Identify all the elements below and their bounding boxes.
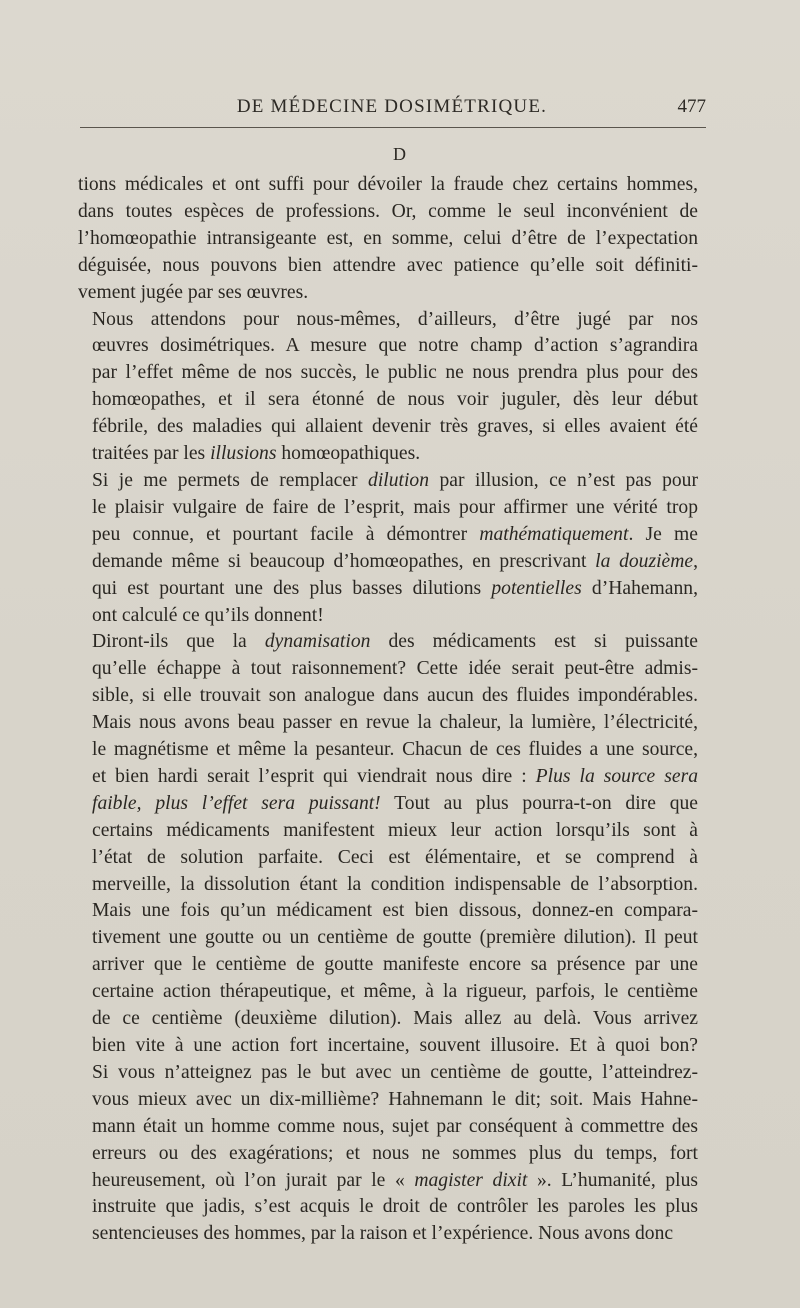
text-line: erreurs ou des exagérations; et nous ne sommes plus du temps, fort <box>92 1142 698 1164</box>
text-line: peu connue, et pourtant facile à démontrer mathématiquement. Je me <box>92 523 698 545</box>
text-line: de ce centième (deuxième dilution). Mais allez au delà. Vous arrivez <box>92 1008 698 1030</box>
text-line: bien vite à une action fort incertaine, souvent illusoire. Et à quoi bon? <box>92 1035 698 1056</box>
text-line: heureusement, où l’on jurait par le « magister dixit ». L’humanité, plus <box>92 1169 698 1191</box>
text-line: traitées par les illusions homœopathiques. <box>92 443 421 465</box>
text-line: Diront-ils que la dynamisation des médicaments est si puissante <box>92 631 698 653</box>
text-line: sible, si elle trouvait son analogue dans aucun des fluides impondérables. <box>92 685 698 707</box>
text-line: fébrile, des maladies qui allaient devenir très graves, si elles avaient été <box>92 416 698 438</box>
body-text <box>78 172 698 1248</box>
text-line: Nous attendons pour nous-mêmes, d’ailleurs, d’être jugé par nos <box>92 308 698 330</box>
text-line: tivement une goutte ou un centième de goutte (première dilution). Il peut <box>92 927 698 949</box>
text-line: certaine action thérapeutique, et même, à la rigueur, parfois, le centième <box>92 981 698 1003</box>
text-line: l’état de solution parfaite. Ceci est élémentaire, et se comprend à <box>92 846 698 868</box>
text-line: faible, plus l’effet sera puissant! Tout au plus pourra-t-on dire que <box>92 792 698 814</box>
text-line: certains médicaments manifestent mieux leur action lorsqu’ils sont à <box>92 819 698 841</box>
text-line: demande même si beaucoup d’homœopathes, en prescrivant la douzième, <box>92 550 698 572</box>
page-header <box>78 96 706 126</box>
text-line: l’homœopathie intransigeante est, en somme, celui d’être de l’expectation <box>78 227 698 249</box>
text-line: qu’elle échappe à tout raisonnement? Cette idée serait peut-être admis- <box>92 658 698 680</box>
italic-phrase: dynamisation <box>264 631 371 653</box>
paragraph <box>78 629 698 1248</box>
text-line: Si je me permets de remplacer dilution par illusion, ce n’est pas pour <box>92 469 698 491</box>
italic-phrase: Plus la source sera <box>535 765 698 787</box>
text-line: tions médicales et ont suffi pour dévoiler la fraude chez certains hommes, <box>78 174 698 195</box>
text-line: homœopathes, et il sera étonné de nous voir juguler, dès leur début <box>92 389 698 411</box>
text-line: et bien hardi serait l’esprit qui viendrait nous dire : Plus la source sera <box>92 765 698 787</box>
paragraph <box>78 307 698 468</box>
page-number: 477 <box>677 96 706 117</box>
paragraph <box>78 468 698 629</box>
italic-phrase: magister dixit <box>414 1169 528 1191</box>
text-line: qui est pourtant une des plus basses dilutions potentielles d’Hahemann, <box>92 577 698 599</box>
italic-phrase: illusions <box>210 443 277 465</box>
paragraph <box>78 172 698 307</box>
text-line: le plaisir vulgaire de faire de l’esprit, mais pour affirmer une vérité trop <box>92 496 698 518</box>
text-line: œuvres dosimétriques. A mesure que notre champ d’action s’agrandira <box>92 335 698 357</box>
italic-phrase: potentielles <box>491 577 582 599</box>
text-line: ont calculé ce qu’ils donnent! <box>92 604 324 626</box>
text-line: Si vous n’atteignez pas le but avec un centième de goutte, l’atteindrez- <box>92 1061 698 1083</box>
running-head: DE MÉDECINE DOSIMÉTRIQUE. <box>236 96 548 117</box>
signature-mark: D <box>393 144 407 164</box>
text-line: arriver que le centième de goutte manifeste encore sa présence par une <box>92 954 698 976</box>
italic-phrase: mathématiquement <box>479 523 629 545</box>
text-line: merveille, la dissolution étant la condition indispensable de l’absorption. <box>92 873 698 895</box>
text-line: vous mieux avec un dix-millième? Hahnemann le dit; soit. Mais Hahne- <box>92 1088 698 1110</box>
text-line: mann était un homme comme nous, sujet par conséquent à commettre des <box>92 1115 698 1137</box>
text-line: déguisée, nous pouvons bien attendre avec patience qu’elle soit définiti- <box>78 254 698 276</box>
italic-phrase: dilution <box>368 469 429 491</box>
text-line: instruite que jadis, s’est acquis le droit de contrôler les paroles les plus <box>92 1196 698 1218</box>
text-line: dans toutes espèces de professions. Or, comme le seul inconvénient de <box>78 200 698 222</box>
italic-phrase: faible, plus l’effet sera puissant! <box>92 792 381 814</box>
text-line: vement jugée par ses œuvres. <box>78 281 309 303</box>
italic-phrase: la douzième <box>595 550 694 572</box>
header-rule <box>80 127 706 128</box>
text-line: Mais une fois qu’un médicament est bien dissous, donnez-en compara- <box>92 900 698 922</box>
text-line: sentencieuses des hommes, par la raison et l’expérience. Nous avons donc <box>92 1223 674 1245</box>
text-line: le magnétisme et même la pesanteur. Chacun de ces fluides a une source, <box>92 739 698 761</box>
text-line: Mais nous avons beau passer en revue la chaleur, la lumière, l’électricité, <box>92 712 698 734</box>
text-line: par l’effet même de nos succès, le public ne nous prendra plus pour des <box>92 362 698 384</box>
